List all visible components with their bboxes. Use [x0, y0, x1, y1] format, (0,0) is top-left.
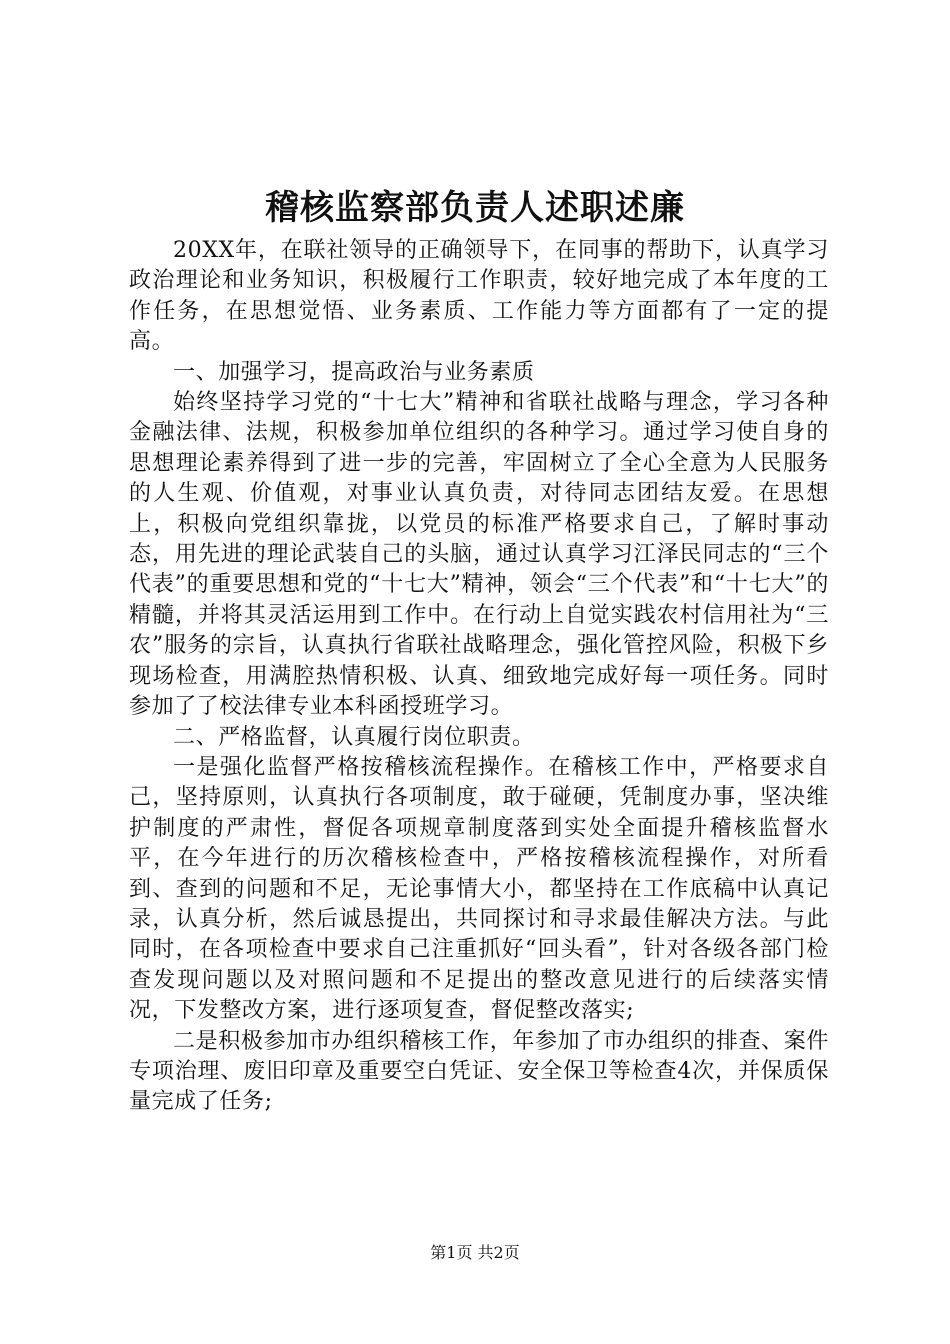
section-heading-2: 二、严格监督，认真履行岗位职责。: [173, 724, 535, 750]
paragraph-intro: 20XX年，在联社领导的正确领导下，在同事的帮助下，认真学习政治理论和业务知识，积极履行工作职责，较好地完成了本年度的工作任务，在思想觉悟、业务素质、工作能力等方面都有了一定的提高。: [129, 238, 829, 355]
page-number-footer: 第1页 共2页: [430, 1243, 520, 1262]
paragraph-inspection: 二是积极参加市办组织稽核工作，年参加了市办组织的排查、案件专项治理、废旧印章及重要空白凭证、安全保卫等检查4次，并保质保量完成了任务;: [129, 1028, 829, 1115]
paragraph-study: 始终坚持学习党的“十七大”精神和省联社战略与理念，学习各种金融法律、法规，积极参加单位组织的各种学习。通过学习使自身的思想理论素养得到了进一步的完善，牢固树立了全心全意为人民服务的人生观、价值观，对事业认真负责，对待同志团结友爱。在思想上，积极向党组织靠拢，以党员的标准严格要求自己，了解时事动态，用先进的理论武装自己的头脑，通过认真学习江泽民同志的“三个代表”的重要思想和党的“十七大”精神，领会“三个代表”和“十七大”的精髓，并将其灵活运用到工作中。在行动上自觉实践农村信用社为“三农”服务的宗旨，认真执行省联社战略理念，强化管控风险，积极下乡现场检查，用满腔热情积极、认真、细致地完成好每一项任务。同时参加了了校法律专业本科函授班学习。: [129, 390, 829, 720]
paragraph-supervision: 一是强化监督严格按稽核流程操作。在稽核工作中，严格要求自己，坚持原则，认真执行各项制度，敢于碰硬，凭制度办事，坚决维护制度的严肃性，督促各项规章制度落到实处全面提升稽核监督水平，在今年进行的历次稽核检查中，严格按稽核流程操作，对所看到、查到的问题和不足，无论事情大小，都坚持在工作底稿中认真记录，认真分析，然后诚恳提出，共同探讨和寻求最佳解决方法。与此同时，在各项检查中要求自己注重抓好“回头看”，针对各级各部门检查发现问题以及对照问题和不足提出的整改意见进行的后续落实情况，下发整改方案，进行逐项复查，督促整改落实;: [129, 754, 829, 1024]
section-heading-1: 一、加强学习，提高政治与业务素质: [173, 359, 535, 385]
document-title: 稽核监察部负责人述职述廉: [265, 188, 685, 228]
document-body: [129, 236, 829, 1118]
